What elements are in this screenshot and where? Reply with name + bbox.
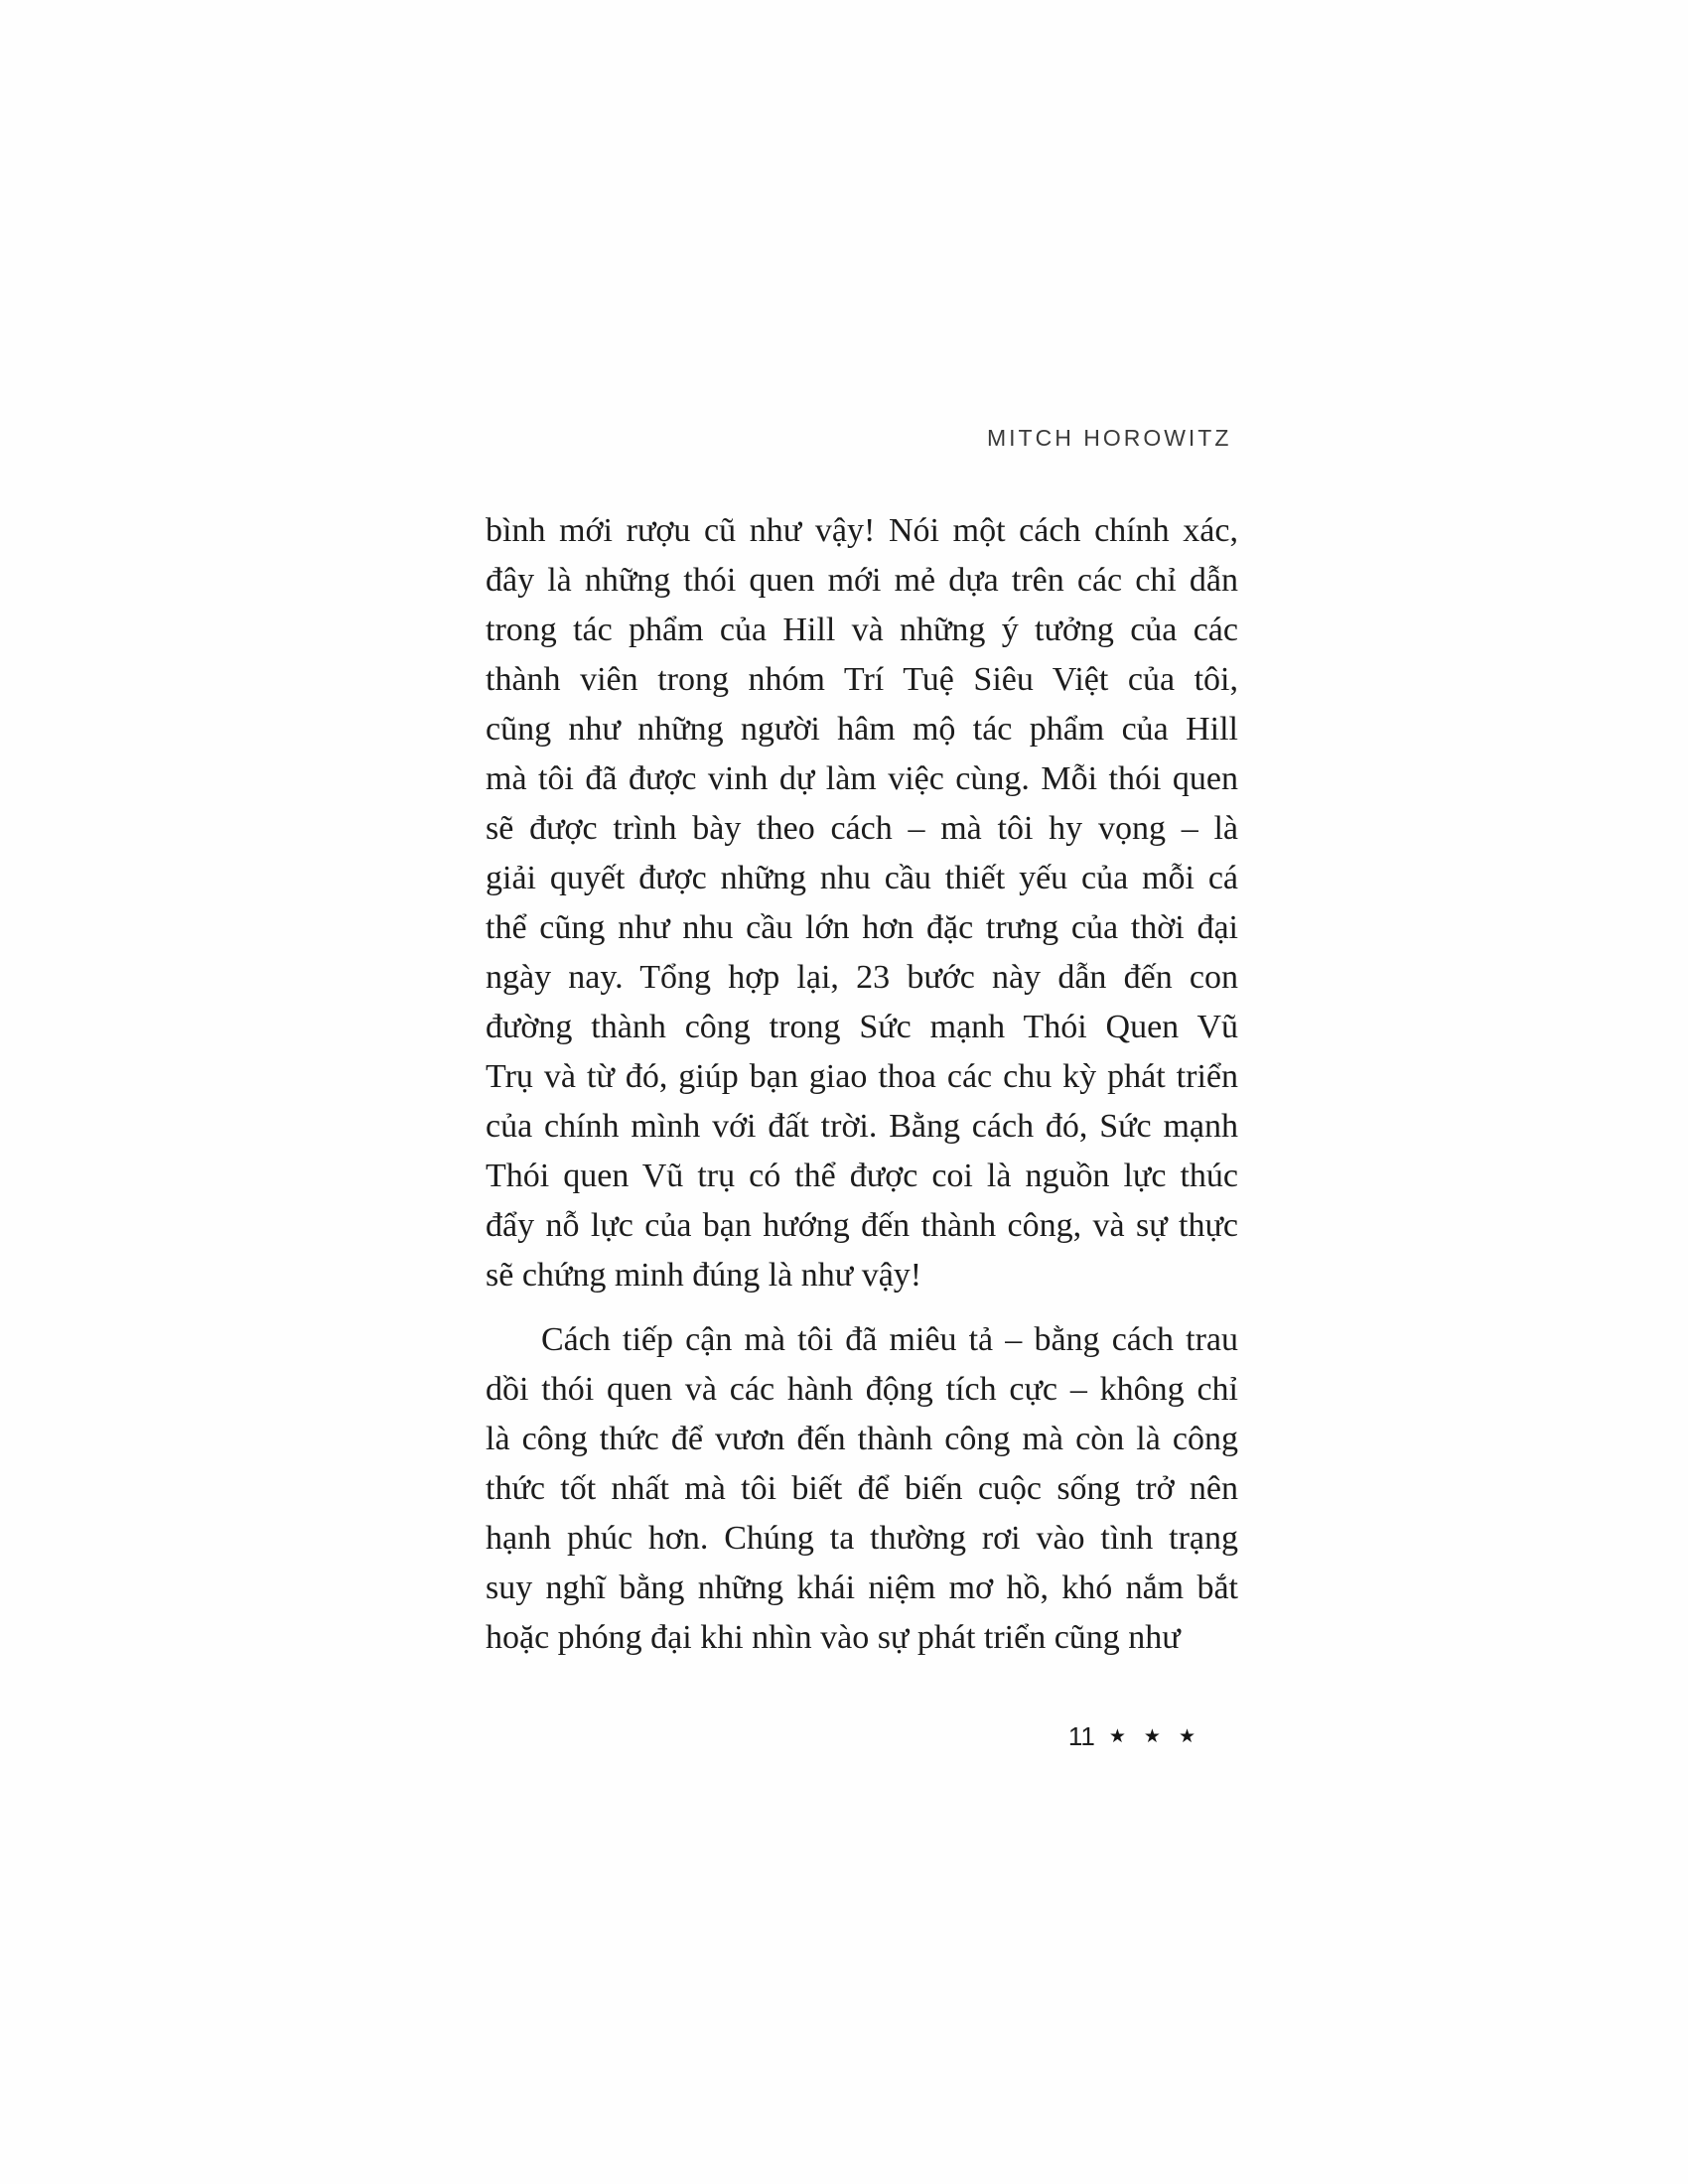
footer-stars-ornament: ★ ★ ★ <box>1108 1725 1201 1747</box>
text-line: hạnh phúc hơn. Chúng ta thường rơi vào tình trạng <box>486 1520 1238 1557</box>
text-line: dồi thói quen và các hành động tích cực – không chỉ <box>486 1371 1238 1408</box>
text-line: hoặc phóng đại khi nhìn vào sự phát triển cũng như <box>486 1619 1181 1656</box>
text-line: thức tốt nhất mà tôi biết để biến cuộc sống trở nên <box>486 1470 1238 1507</box>
running-head-author: MITCH HOROWITZ <box>987 425 1232 451</box>
text-line: mà tôi đã được vinh dự làm việc cùng. Mỗi thói quen <box>486 760 1238 797</box>
paragraph <box>486 1315 1238 1663</box>
text-line: thể cũng như nhu cầu lớn hơn đặc trưng của thời đại <box>486 909 1238 946</box>
text-line: là công thức để vươn đến thành công mà còn là công <box>486 1421 1238 1457</box>
text-line: Cách tiếp cận mà tôi đã miêu tả – bằng cách trau <box>541 1321 1238 1358</box>
text-line: giải quyết được những nhu cầu thiết yếu của mỗi cá <box>486 860 1238 896</box>
text-line: cũng như những người hâm mộ tác phẩm của Hill <box>486 711 1238 748</box>
body-text <box>486 506 1238 1663</box>
page-footer <box>1068 1723 1201 1749</box>
paragraph <box>486 506 1238 1300</box>
text-line: Trụ và từ đó, giúp bạn giao thoa các chu kỳ phát triển <box>486 1058 1238 1095</box>
text-line: thành viên trong nhóm Trí Tuệ Siêu Việt của tôi, <box>486 661 1238 698</box>
text-line: sẽ được trình bày theo cách – mà tôi hy vọng – là <box>486 810 1238 847</box>
text-line: Thói quen Vũ trụ có thể được coi là nguồn lực thúc <box>486 1158 1238 1194</box>
text-line: ngày nay. Tổng hợp lại, 23 bước này dẫn đến con <box>486 959 1238 996</box>
text-line: suy nghĩ bằng những khái niệm mơ hồ, khó nắm bắt <box>486 1570 1238 1606</box>
paragraphs <box>486 506 1238 1663</box>
text-line: bình mới rượu cũ như vậy! Nói một cách chính xác, <box>486 512 1238 549</box>
text-line: của chính mình với đất trời. Bằng cách đó, Sức mạnh <box>486 1108 1238 1145</box>
text-line: đẩy nỗ lực của bạn hướng đến thành công, và sự thực <box>486 1207 1238 1244</box>
text-line: đây là những thói quen mới mẻ dựa trên các chỉ dẫn <box>486 562 1238 599</box>
page-number: 11 <box>1067 1721 1095 1751</box>
text-line: sẽ chứng minh đúng là như vậy! <box>486 1257 922 1294</box>
text-line: trong tác phẩm của Hill và những ý tưởng của các <box>486 612 1238 648</box>
text-line: đường thành công trong Sức mạnh Thói Quen Vũ <box>486 1009 1238 1045</box>
